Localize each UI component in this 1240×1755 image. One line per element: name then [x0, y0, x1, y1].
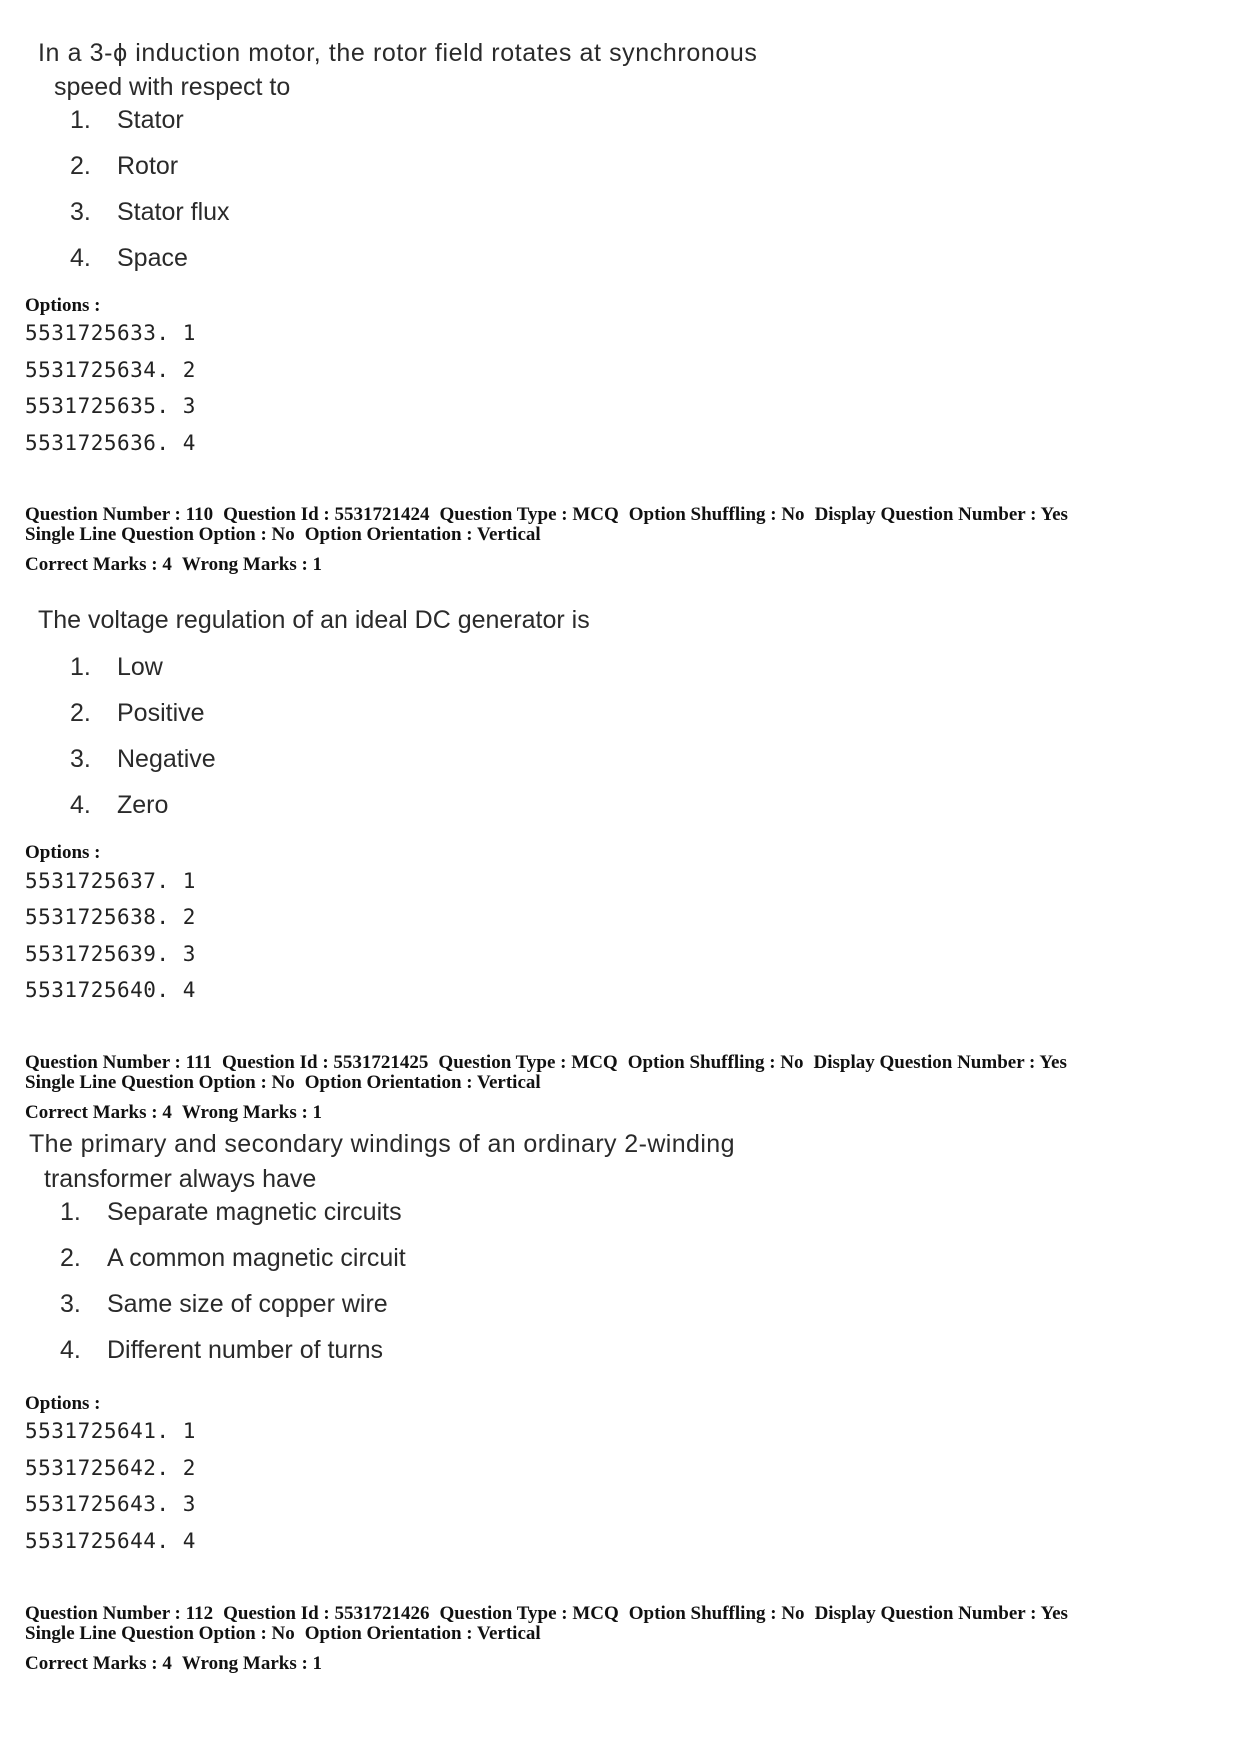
correct-marks: Correct Marks : 4 [25, 1102, 172, 1123]
option-row: 5531725636. 4 [25, 431, 196, 455]
option-row: 5531725642. 2 [25, 1456, 196, 1480]
correct-marks: Correct Marks : 4 [25, 554, 172, 575]
question-stem-line: The voltage regulation of an ideal DC generator is [38, 606, 590, 634]
question-id: Question Id : 5531721426 [223, 1603, 430, 1624]
choice-text: Space [117, 244, 188, 272]
question-stem-line: In a 3-ϕ induction motor, the rotor field rotates at synchronous [38, 39, 758, 67]
choice-item [70, 791, 168, 820]
choice-number: 3. [60, 1290, 81, 1318]
choice-text: Negative [117, 745, 216, 773]
option-shuffling: Option Shuffling : No [628, 1603, 805, 1624]
wrong-marks: Wrong Marks : 1 [181, 554, 323, 575]
choice-item [70, 745, 216, 774]
wrong-marks: Wrong Marks : 1 [181, 1653, 323, 1674]
choice-number: 4. [70, 791, 91, 819]
display-question-number: Display Question Number : Yes [813, 1052, 1067, 1073]
question-111-meta-2 [25, 1073, 541, 1093]
options-heading: Options : [25, 295, 101, 316]
options-heading: Options : [25, 1393, 101, 1414]
question-112-marks [25, 1654, 322, 1674]
option-row: 5531725640. 4 [25, 978, 196, 1002]
choice-item [60, 1336, 383, 1365]
question-id: Question Id : 5531721425 [222, 1052, 429, 1073]
choice-number: 1. [60, 1198, 81, 1226]
choice-text: Low [117, 653, 163, 681]
choice-text: Separate magnetic circuits [107, 1198, 402, 1226]
question-111-marks [25, 1103, 322, 1123]
question-111-meta [25, 1053, 1067, 1073]
question-111-stem-cont [44, 1162, 316, 1197]
question-112-meta [25, 1604, 1068, 1624]
choice-text: Rotor [117, 152, 179, 180]
question-type: Question Type : MCQ [439, 504, 619, 525]
single-line-option: Single Line Question Option : No [25, 1072, 295, 1093]
choice-text: A common magnetic circuit [107, 1244, 406, 1272]
question-id: Question Id : 5531721424 [223, 504, 430, 525]
option-shuffling: Option Shuffling : No [627, 1052, 804, 1073]
option-orientation: Option Orientation : Vertical [304, 1072, 541, 1093]
option-orientation: Option Orientation : Vertical [304, 1623, 541, 1644]
choice-number: 1. [70, 653, 91, 681]
question-111-stem [29, 1127, 735, 1162]
display-question-number: Display Question Number : Yes [814, 504, 1068, 525]
choice-item [70, 106, 184, 135]
choice-item [70, 152, 178, 181]
option-row: 5531725634. 2 [25, 358, 196, 382]
choice-item [70, 244, 188, 273]
choice-text: Zero [117, 791, 169, 819]
option-row: 5531725644. 4 [25, 1529, 196, 1553]
option-row: 5531725643. 3 [25, 1492, 196, 1516]
choice-number: 2. [70, 152, 91, 180]
choice-text: Stator [117, 106, 184, 134]
single-line-option: Single Line Question Option : No [25, 524, 295, 545]
choice-number: 3. [70, 198, 91, 226]
option-shuffling: Option Shuffling : No [628, 504, 805, 525]
question-number: Question Number : 111 [25, 1052, 213, 1073]
choice-item [60, 1244, 406, 1273]
choice-number: 2. [70, 699, 91, 727]
option-row: 5531725638. 2 [25, 905, 196, 929]
question-110-meta-2 [25, 525, 541, 545]
choice-item [60, 1290, 388, 1319]
choice-text: Same size of copper wire [107, 1290, 388, 1318]
option-row: 5531725633. 1 [25, 321, 196, 345]
correct-marks: Correct Marks : 4 [25, 1653, 172, 1674]
question-112-meta-2 [25, 1624, 541, 1644]
choice-text: Stator flux [117, 198, 230, 226]
choice-text: Different number of turns [107, 1336, 384, 1364]
question-number: Question Number : 112 [25, 1603, 214, 1624]
question-110-meta [25, 505, 1068, 525]
question-109-stem [38, 36, 757, 71]
choice-number: 3. [70, 745, 91, 773]
question-stem-line: transformer always have [44, 1165, 317, 1193]
choice-item [60, 1198, 402, 1227]
question-type: Question Type : MCQ [438, 1052, 618, 1073]
options-heading: Options : [25, 842, 101, 863]
option-row: 5531725635. 3 [25, 394, 196, 418]
single-line-option: Single Line Question Option : No [25, 1623, 295, 1644]
option-row: 5531725641. 1 [25, 1419, 196, 1443]
display-question-number: Display Question Number : Yes [814, 1603, 1068, 1624]
question-stem-line: speed with respect to [54, 73, 291, 101]
question-109-stem-cont [54, 70, 290, 105]
option-orientation: Option Orientation : Vertical [304, 524, 541, 545]
option-row: 5531725637. 1 [25, 869, 196, 893]
wrong-marks: Wrong Marks : 1 [181, 1102, 323, 1123]
choice-number: 4. [70, 244, 91, 272]
question-110-stem [38, 603, 590, 638]
question-110-marks [25, 555, 322, 575]
choice-item [70, 653, 163, 682]
question-type: Question Type : MCQ [439, 1603, 619, 1624]
choice-text: Positive [117, 699, 205, 727]
choice-item [70, 198, 230, 227]
choice-number: 4. [60, 1336, 81, 1364]
question-stem-line: The primary and secondary windings of an ordinary 2-winding [29, 1130, 735, 1158]
choice-item [70, 699, 205, 728]
choice-number: 2. [60, 1244, 81, 1272]
choice-number: 1. [70, 106, 91, 134]
option-row: 5531725639. 3 [25, 942, 196, 966]
question-number: Question Number : 110 [25, 504, 214, 525]
